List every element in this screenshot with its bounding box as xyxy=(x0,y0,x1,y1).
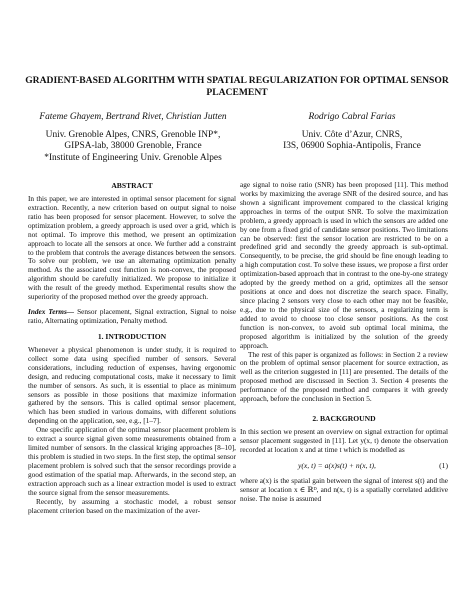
left-column xyxy=(28,181,236,515)
background-heading: 2. BACKGROUND xyxy=(312,414,376,424)
background-paragraph: In this section we present an overview on signal extraction for optimal sensor placement suggested in [11]. Let y(x, t) denote the observation recorded at location x and at time t which is modelled as xyxy=(240,427,448,454)
equation-number: (1) xyxy=(439,461,448,471)
author-names: Fateme Ghayem, Bertrand Rivet, Christian Jutten xyxy=(39,112,227,122)
index-terms-label: Index Terms— xyxy=(28,307,75,317)
affiliation-line: Univ. Grenoble Alpes, CNRS, Grenoble INP*, xyxy=(45,129,221,140)
equation-body: y(x, t) = a(x)s(t) + n(x, t), xyxy=(298,461,376,471)
intro-heading: 1. INTRODUCTION xyxy=(97,331,167,341)
affiliation-line: *Institute of Engineering Univ. Grenoble Alpes xyxy=(44,152,222,163)
index-terms xyxy=(28,308,236,326)
background-paragraph: where a(x) is the spatial gain between the signal of interest s(t) and the sensor at location x ∈ ℝᴰ, and n(x, t) is a spatially correlated additive noise. The noise is assumed xyxy=(240,475,448,503)
paper-title: GRADIENT-BASED ALGORITHM WITH SPATIAL REGULARIZATION FOR OPTIMAL SENSOR PLACEMENT xyxy=(25,75,449,98)
author-block-left xyxy=(28,112,238,164)
intro-paragraph: age signal to noise ratio (SNR) has been proposed [11]. This method works by maximizing the average SNR of the desired source, and has shown a significant improvement compared to the classical kriging approaches in terms of the output SNR. To solve the maximization problem, a greedy approach is used in which the sensors are added one by one from a fixed grid of candidate sensor positions. Two limitations can be observed: first the sensor location are restricted to be on a predefined grid and secondly the greedy approach is sub-optimal. Consequently, to be precise, the grid should be fine enough leading to a high computation cost. To solve these issues, we propose a first order optimization-based approach that in contrast to the one-by-one strategy adopted by the greedy method on a grid, optimizes all the sensor positions at once and does not discretize the search space. Finally, since placing 2 sensors very close to each other may not be feasible, e.g., due to the physical size of the sensors, a regularizing term is added to avoid to choose too close sensor positions. As the cost function is non-convex, to avoid sub optimal local minima, the proposed algorithm is initialized by the solution of the greedy approach. xyxy=(240,180,448,350)
intro-paragraph: Whenever a physical phenomenon is under study, it is required to collect some data using specified number of sensors. Several considerations, including reduction of expenses, having ergonomic design, and reducing computational costs, make it necessary to limit the number of sensors. As such, it is essential to place as minimum sensors as possible in those positions that maximize information gathered by the sensors. This is called optimal sensor placement, which has been studied in various domains, with different solutions depending on the application, see, e.g., [1–7]. xyxy=(28,344,236,426)
abstract-text: In this paper, we are interested in optimal sensor placement for signal extraction. Recently, a new criterion based on output signal to noise ratio has been proposed for sensor placement. However, to solve the optimization problem, a greedy approach is used over a grid, which is not optimal. To improve this method, we present an optimization approach to locate all the sensors at once. We further add a constraint to the problem that controls the average distances between the sensors. To solve our problem, we use an alternating optimization penalty method. As the associated cost function is non-convex, the proposed algorithm should be carefully initialized. We propose to initialize it with the result of the greedy method. Experimental results show the superiority of the proposed method over the greedy approach. xyxy=(28,194,236,302)
affiliation-line: GIPSA-lab, 38000 Grenoble, France xyxy=(64,141,202,152)
equation-1 xyxy=(240,460,448,472)
author-block-right xyxy=(252,112,452,153)
intro-paragraph: Recently, by assuming a stochastic model, a robust sensor placement criterion based on the maximization of the aver- xyxy=(28,496,236,515)
affiliation-line: Univ. Côte d’Azur, CNRS, xyxy=(301,129,403,140)
affiliation-line: I3S, 06900 Sophia-Antipolis, France xyxy=(283,141,421,152)
intro-paragraph: The rest of this paper is organized as follows: in Section 2 a review on the problem of optimal sensor placement for source extraction, as well as the criterion suggested in [11] are presented. The details of the proposed method are discussed in Section 3. Section 4 presents the performance of the proposed method and compares it with greedy approach, before the conclusion in Section 5. xyxy=(240,349,448,404)
index-terms-text: Sensor placement, Signal extraction, Signal to noise ratio, Alternating optimization, Penalty method. xyxy=(28,307,236,325)
abstract-heading: ABSTRACT xyxy=(111,181,153,190)
author-names: Rodrigo Cabral Farias xyxy=(308,112,396,122)
intro-paragraph: One specific application of the optimal sensor placement problem is to extract a source signal given some measurements obtained from a limited number of sensors. In the classical kriging approaches [8–10], this problem is studied in two steps. In the first step, the optimal sensor placement problem is solved such that the sensor recordings provide a good estimation of the spatial map. Afterwards, in the second step, an extraction approach such as a linear extraction model is used to extract the source signal from the sensor measurements. xyxy=(28,425,236,497)
right-column xyxy=(240,181,448,504)
